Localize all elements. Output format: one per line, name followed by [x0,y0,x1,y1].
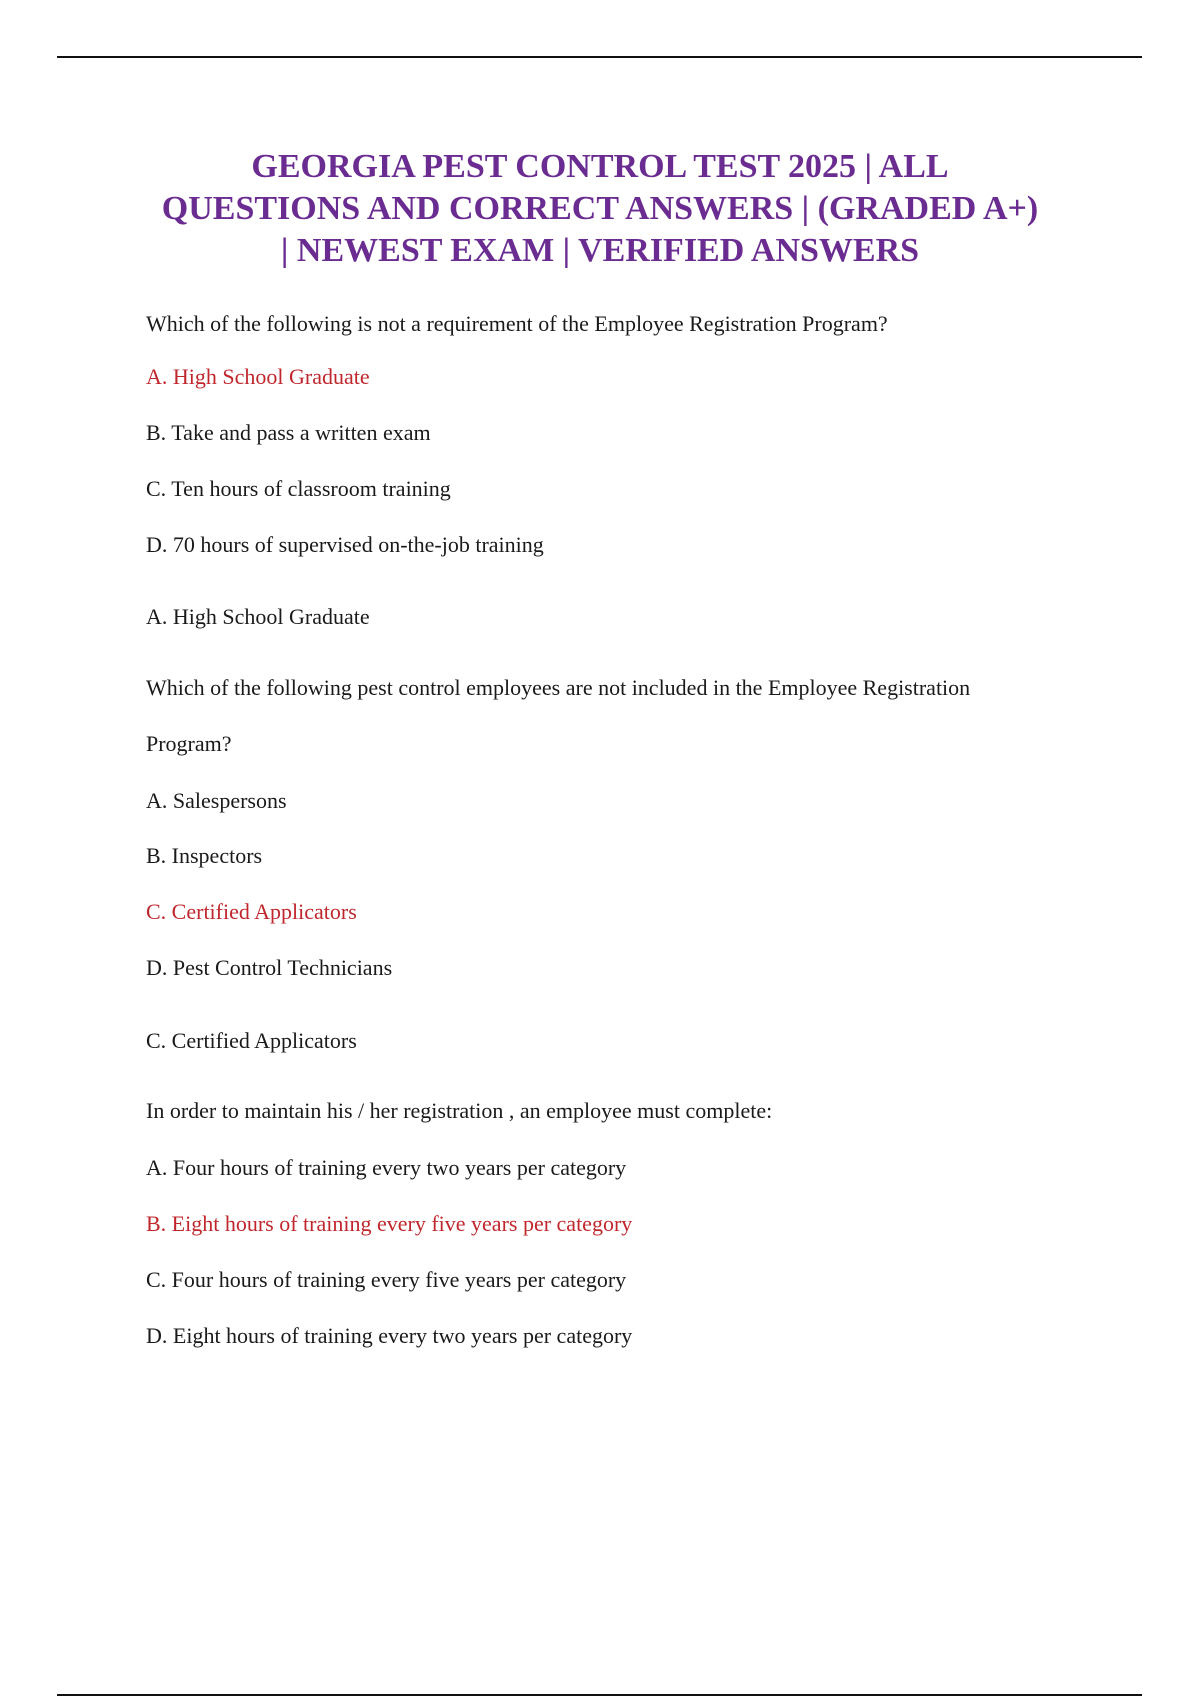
question-1-option-b: B. Take and pass a written exam [146,420,431,445]
question-1-option-d: D. 70 hours of supervised on-the-job training [146,532,544,557]
question-1-option-c: C. Ten hours of classroom training [146,476,451,501]
question-2-text-line-2: Program? [146,731,232,756]
title-line-1: GEORGIA PEST CONTROL TEST 2025 | ALL [251,148,949,185]
question-3-option-d: D. Eight hours of training every two years per category [146,1323,633,1348]
title-line-3: | NEWEST EXAM | VERIFIED ANSWERS [280,232,920,269]
question-2-text-line-1: Which of the following pest control employees are not included in the Employee Registration [146,675,971,700]
question-3-option-c: C. Four hours of training every five years per category [146,1267,627,1292]
question-2-answer: C. Certified Applicators [146,1028,357,1053]
question-2-option-c-correct: C. Certified Applicators [146,899,357,924]
question-1-option-a-correct: A. High School Graduate [146,364,370,389]
question-1-text: Which of the following is not a requirement of the Employee Registration Program? [146,311,888,336]
question-2-option-d: D. Pest Control Technicians [146,955,393,980]
title-line-2: QUESTIONS AND CORRECT ANSWERS | (GRADED A+) [161,190,1039,227]
footer-rule [57,1694,1142,1696]
question-1-answer: A. High School Graduate [146,604,370,629]
question-2-option-a: A. Salespersons [146,788,287,813]
question-3-text: In order to maintain his / her registration , an employee must complete: [146,1098,773,1123]
question-3-option-a: A. Four hours of training every two years per category [146,1155,627,1180]
question-3-option-b-correct: B. Eight hours of training every five years per category [146,1211,633,1236]
question-2-option-b: B. Inspectors [146,843,263,868]
